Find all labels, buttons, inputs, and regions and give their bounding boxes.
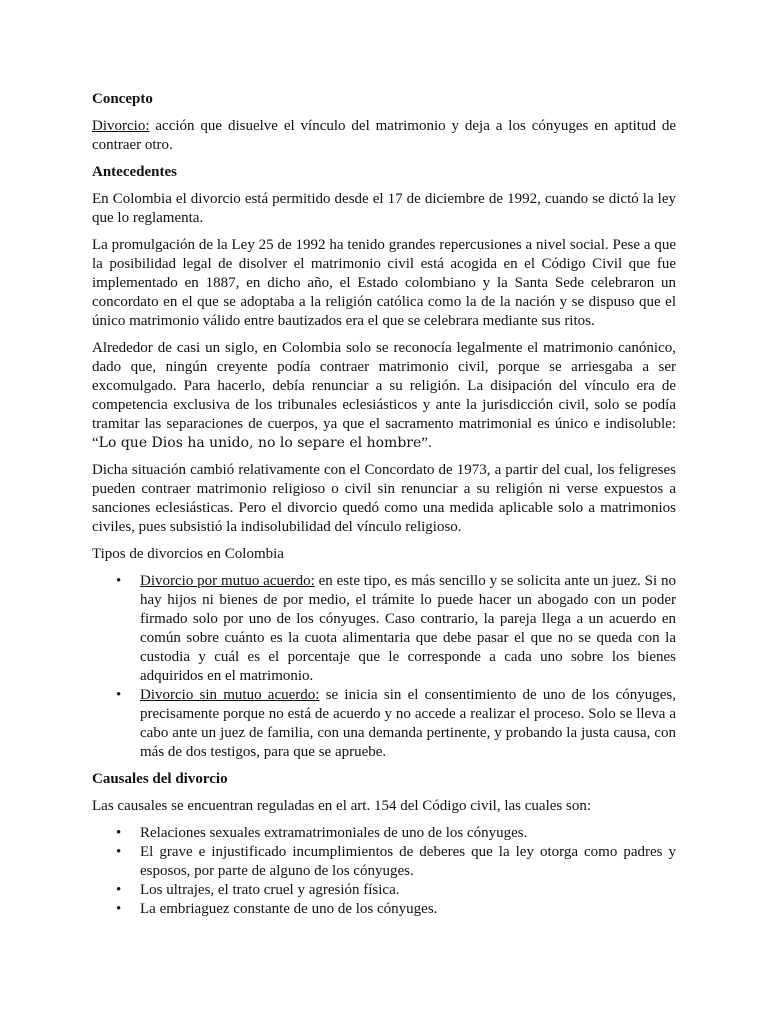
paragraph-antecedentes-4: Dicha situación cambió relativamente con el Concordato de 1973, a partir del cual, los feligreses pueden contraer matrimonio religioso o civil sin renunciar a su religión ni verse expuestos a sanciones eclesiásticas. Pero el divorcio quedó como una medida aplicable solo a matrimonios civiles, pues subsistió la indisolubilidad del vínculo religioso. (92, 462, 676, 535)
list-item (92, 686, 676, 762)
list-item-term: Divorcio sin mutuo acuerdo: (140, 687, 320, 703)
list-item (92, 572, 676, 686)
list-item: • Relaciones sexuales extramatrimoniales de uno de los cónyuges. (92, 824, 676, 843)
document-page (92, 84, 676, 927)
paragraph-antecedentes-1: En Colombia el divorcio está permitido desde el 17 de diciembre de 1992, cuando se dictó la ley que lo reglamenta. (92, 191, 676, 226)
quote-close: ”. (421, 435, 432, 451)
paragraph-causales-intro: Las causales se encuentran reguladas en el art. 154 del Código civil, las cuales son: (92, 798, 591, 814)
list-item-term: Divorcio por mutuo acuerdo: (140, 573, 315, 589)
quote-text: Lo que Dios ha unido, no lo separe el hombre (98, 435, 422, 451)
list-causales (92, 824, 676, 919)
paragraph-definicion (92, 117, 676, 155)
paragraph-antecedentes-3-text: Alrededor de casi un siglo, en Colombia solo se reconocía legalmente el matrimonio canónico, dado que, ningún creyente podía contraer matrimonio civil, porque se arriesgaba a ser excomulgado. Para hacerlo, debía renunciar a su religión. La disipación del vínculo era de competencia exclusiva de los tribunales eclesiásticos y ante la jurisdicción civil, solo se podía tramitar las separaciones de cuerpos, ya que el sacramento matrimonial es único e indisoluble: (92, 340, 676, 432)
term-divorcio: Divorcio: (92, 118, 150, 134)
definition-text: acción que disuelve el vínculo del matrimonio y deja a los cónyuges en aptitud de contraer otro. (92, 118, 676, 153)
quote-open: “ (92, 435, 99, 451)
paragraph-antecedentes-2: La promulgación de la Ley 25 de 1992 ha tenido grandes repercusiones a nivel social. Pese a que la posibilidad legal de disolver el matrimonio civil está acogida en el Código Civil que fue implementado en 1887, en dicho año, el Estado colombiano y la Santa Sede celebraron un concordato en el que se adoptaba a la religión católica como la de la nación y se dispuso que el único matrimonio válido entre bautizados era el que se celebrara mediante sus ritos. (92, 237, 676, 329)
heading-antecedentes: Antecedentes (92, 164, 177, 180)
heading-concepto: Concepto (92, 91, 153, 107)
list-item-text: en este tipo, es más sencillo y se solicita ante un juez. Si no hay hijos ni bienes de por medio, el trámite lo puede hacer un abogado con un poder firmado solo por uno de los cónyuges. Caso contrario, la pareja llega a un acuerdo en común sobre cuánto es la cuota alimentaria que debe pasar el que no se queda con la custodia y cuál es el porcentaje que le corresponde a cada uno sobre los bienes adquiridos en el matrimonio. (140, 573, 676, 684)
heading-causales: Causales del divorcio (92, 771, 228, 787)
list-item: • La embriaguez constante de uno de los cónyuges. (92, 900, 676, 919)
paragraph-tipos-intro: Tipos de divorcios en Colombia (92, 546, 284, 562)
list-item: • El grave e injustificado incumplimientos de deberes que la ley otorga como padres y esposos, por parte de alguno de los cónyuges. (92, 843, 676, 881)
paragraph-antecedentes-3 (92, 339, 676, 453)
list-tipos (92, 572, 676, 762)
list-item: • Los ultrajes, el trato cruel y agresión física. (92, 881, 676, 900)
list-item-text: se inicia sin el consentimiento de uno de los cónyuges, precisamente porque no está de acuerdo y no accede a realizar el proceso. Solo se lleva a cabo ante un juez de familia, con una demanda pertinente, y probando la justa causa, con más de dos testigos, para que se apruebe. (140, 687, 677, 760)
